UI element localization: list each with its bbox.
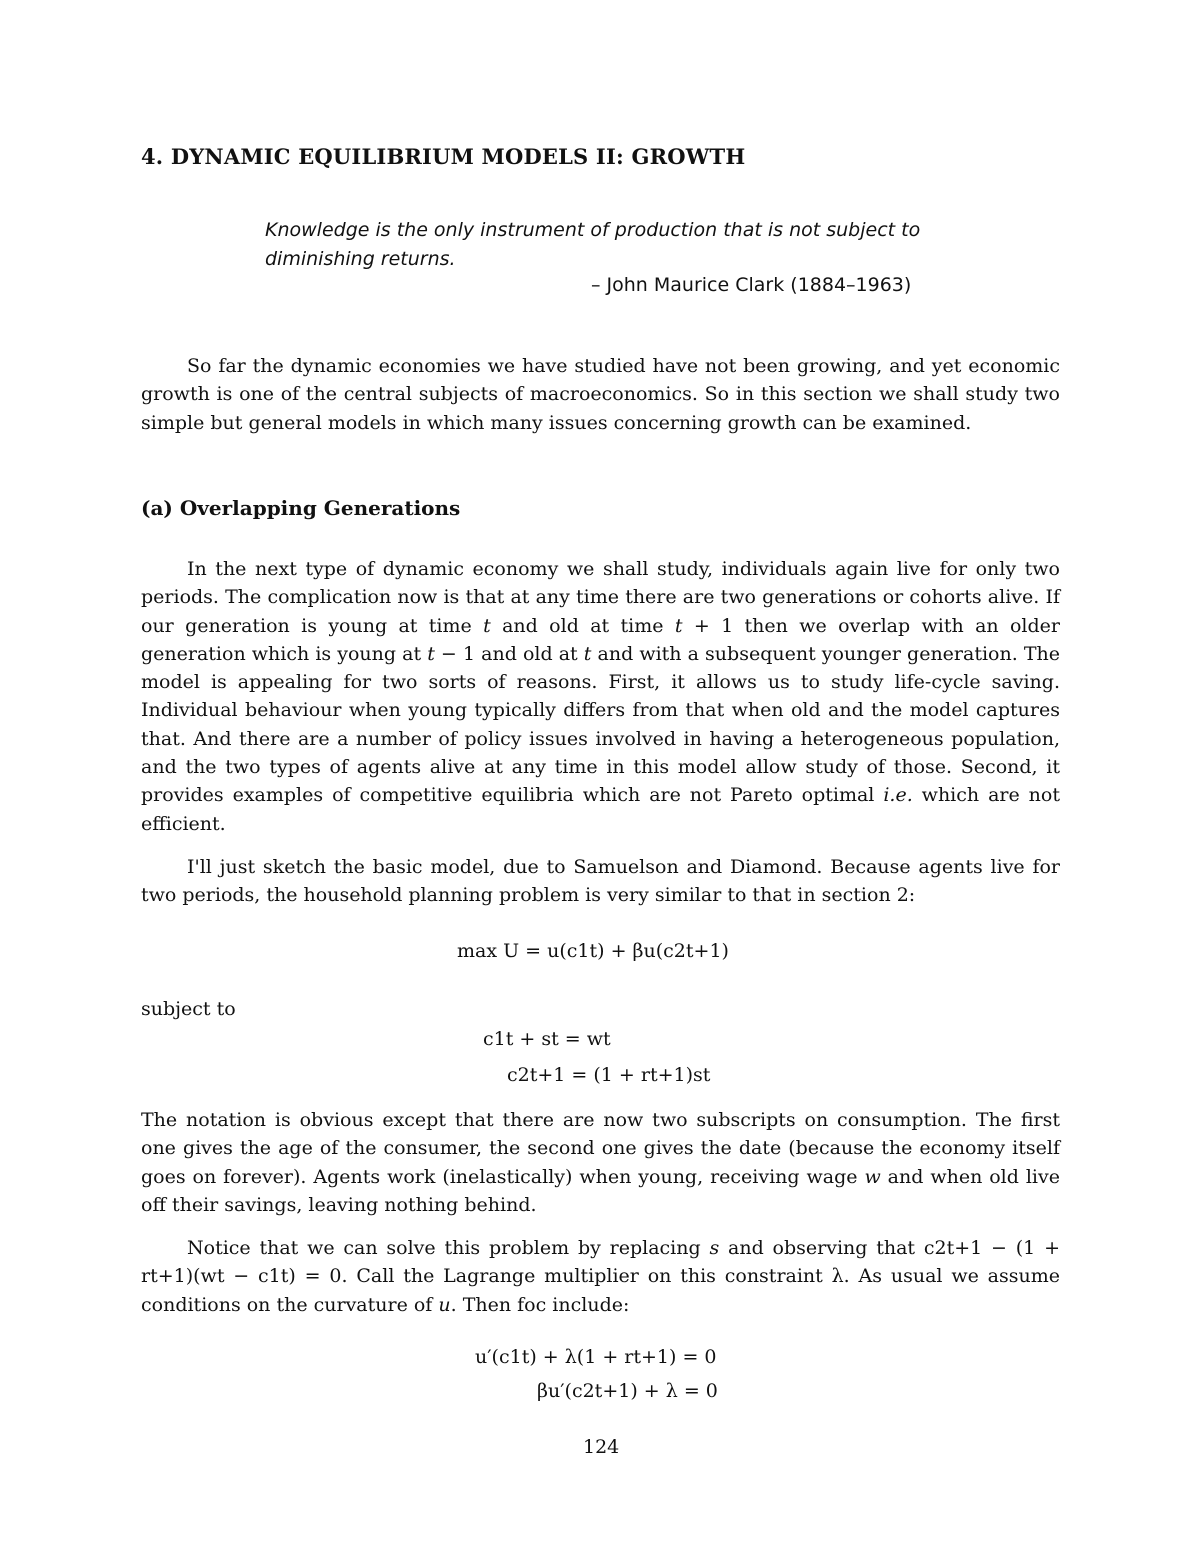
lagrange-var-u: u — [438, 1293, 451, 1316]
olg-var-t2: t — [674, 614, 683, 637]
notation-text-1: The notation is obvious except that there are now two subscripts on consumption. The first one gives the age of the consumer, the second one gives the date (because the economy itself goes on forever). Agents work (inelastically) when young, receiving wage — [141, 1109, 1060, 1188]
lagrange-text-2: and observing that c2t+1 − (1 + rt+1)(wt − c1t) = 0. Call the Lagrange multiplier on this constraint λ. As usual we assume conditions on the curvature of — [141, 1237, 1060, 1316]
lagrange-text-1: Notice that we can solve this problem by replacing — [187, 1237, 710, 1259]
olg-text-6: which are not efficient. — [141, 784, 1060, 835]
intro-paragraph: So far the dynamic economies we have studied have not been growing, and yet economic growth is one of the central subjects of macroeconomics. So in this section we shall study two simple but general models in which many issues concerning growth can be examined. — [141, 355, 1060, 434]
objective-equation: max U = u(c1t) + βu(c2t+1) — [457, 940, 729, 962]
paper-page — [141, 0, 1061, 1553]
budget-constraint-old: c2t+1 = (1 + rt+1)st — [507, 1064, 711, 1086]
sketch-paragraph: I'll just sketch the basic model, due to Samuelson and Diamond. Because agents live for two periods, the household planning problem is very similar to that in section 2: — [141, 856, 1060, 907]
page-number: 124 — [583, 1436, 620, 1458]
section-heading: 4. DYNAMIC EQUILIBRIUM MODELS II: GROWTH — [141, 144, 746, 169]
notation-paragraph — [141, 1106, 1060, 1219]
olg-ie: i.e. — [883, 784, 913, 807]
lagrange-var-s: s — [709, 1237, 720, 1259]
olg-text-3: + 1 then we overlap with an older generation which is young at — [141, 614, 1060, 665]
foc-equation-young: u′(c1t) + λ(1 + rt+1) = 0 — [475, 1346, 717, 1368]
epigraph-quote: Knowledge is the only instrument of production that is not subject to diminishing returns. — [265, 219, 921, 270]
subsection-heading: (a) Overlapping Generations — [141, 496, 461, 520]
olg-text-2: and old at time — [490, 614, 675, 637]
olg-paragraph — [141, 555, 1060, 838]
olg-var-t1: t — [483, 614, 491, 637]
foc-equation-old: βu′(c2t+1) + λ = 0 — [537, 1380, 718, 1402]
notation-var-w: w — [864, 1165, 881, 1188]
epigraph-attribution: – John Maurice Clark (1884–1963) — [591, 274, 912, 296]
olg-text-4: − 1 and old at — [434, 642, 584, 665]
olg-text-1: In the next type of dynamic economy we shall study, individuals again live for only two periods. The complication now is that at any time there are two generations or cohorts alive. If our generation is young at time — [141, 558, 1060, 637]
lagrange-paragraph — [141, 1234, 1060, 1319]
notation-text-2: and when old live off their savings, leaving nothing behind. — [141, 1165, 1060, 1216]
subject-to-label: subject to — [141, 998, 236, 1020]
olg-text-5: and with a subsequent younger generation. The model is appealing for two sorts of reasons. First, it allows us to study life-cycle saving. Individual behaviour when young typically differs from that when old and the model captures that. And there are a number of policy issues involved in having a heterogeneous population, and the two types of agents alive at any time in this model allow study of those. Second, it provides examples of competitive equilibria which are not Pareto optimal — [141, 642, 1061, 807]
olg-var-t4: t — [583, 642, 592, 665]
lagrange-text-3: . Then foc include: — [450, 1293, 630, 1316]
olg-var-t3: t — [427, 642, 435, 665]
budget-constraint-young: c1t + st = wt — [483, 1028, 611, 1050]
